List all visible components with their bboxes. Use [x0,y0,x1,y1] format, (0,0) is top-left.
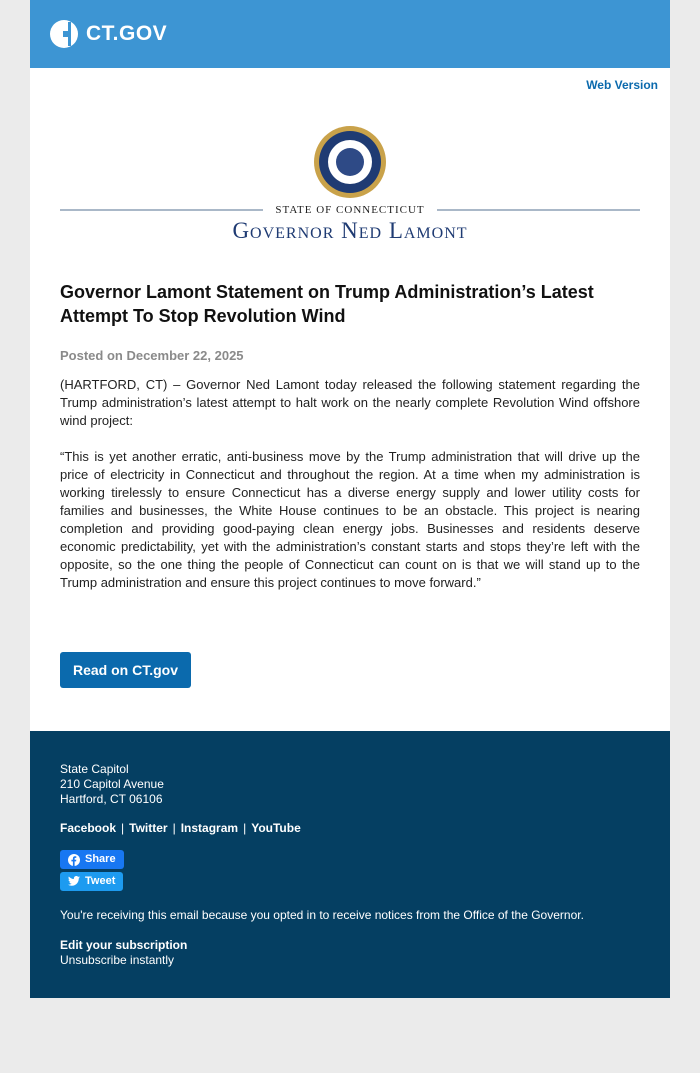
address-line: State Capitol [60,762,129,776]
web-version-row [60,68,658,92]
facebook-share-button[interactable] [60,850,124,869]
tweet-button[interactable] [60,872,123,891]
divider [60,209,263,211]
share-label: Share [85,853,116,865]
tweet-label: Tweet [85,874,116,887]
state-line [60,204,640,216]
facebook-icon [68,854,80,866]
social-links: Facebook | Twitter | Instagram | YouTube [60,821,301,835]
logo-text: CT.GOV [86,22,168,45]
article-title: Governor Lamont Statement on Trump Administration’s Latest Attempt To Stop Revolution Wind [60,282,594,326]
email-body [30,68,670,731]
ct-logo-icon [50,20,78,48]
state-label: STATE OF CONNECTICUT [275,204,425,216]
state-seal-icon [314,126,386,198]
article-quote: “This is yet another erratic, anti-business move by the Trump administration that will drive up the price of electricity in Connecticut and throughout the region. At a time when my administration is working tirelessly to ensure Connecticut has a diverse energy supply and lower utility costs for families and businesses, the White House continues to be an obstacle. This project is nearing completion and providing good-paying clean energy jobs. Businesses and residents deserve economic predictability, yet with the administration’s constant starts and stops they’re left with the opposite, so the one thing the people of Connecticut can count on is that we will stand up to the Trump administration and ensure this project continues to move forward.” [60,449,640,590]
divider [437,209,640,211]
youtube-link[interactable]: YouTube [251,821,301,835]
subscription-notice: You're receiving this email because you opted in to receive notices from the Office of the Governor. [60,907,584,922]
email-container [30,0,670,998]
web-version-link[interactable]: Web Version [586,78,658,92]
footer [30,731,670,998]
posted-date: Posted on December 22, 2025 [60,348,244,363]
address-line: Hartford, CT 06106 [60,792,163,806]
edit-subscription-link[interactable]: Edit your subscription [60,937,188,952]
address-line: 210 Capitol Avenue [60,777,164,791]
governor-name: Governor Ned Lamont [232,218,468,243]
ct-gov-logo[interactable] [50,20,167,48]
article-paragraph: (HARTFORD, CT) – Governor Ned Lamont today released the following statement regarding the Trump administration’s latest attempt to halt work on the nearly complete Revolution Wind offshore wind project: [60,377,640,428]
twitter-bird-icon [68,876,80,886]
unsubscribe-link[interactable]: Unsubscribe instantly [60,952,175,967]
twitter-link[interactable]: Twitter [129,821,168,835]
governor-banner [60,126,640,244]
instagram-link[interactable]: Instagram [180,821,239,835]
header-bar [30,0,670,68]
read-on-ctgov-button[interactable]: Read on CT.gov [60,652,191,688]
facebook-link[interactable]: Facebook [60,821,117,835]
